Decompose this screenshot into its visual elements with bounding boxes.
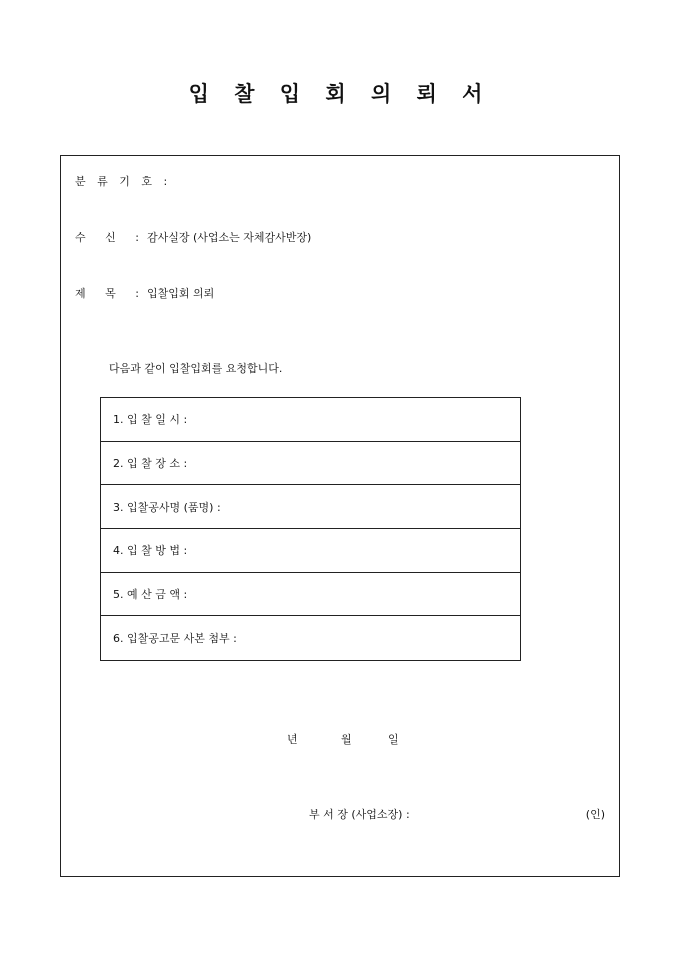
date-month: 월 [341, 733, 352, 746]
subject-label-left: 제 [75, 287, 86, 300]
signature-label: 부 서 장 (사업소장) : [309, 808, 410, 821]
subject-label-right: 목 : [105, 287, 139, 300]
subject-value: 입찰입회 의뢰 [147, 287, 215, 300]
recipient-value: 감사실장 (사업소는 자체감사반장) [147, 231, 312, 244]
recipient-label-right: 신 : [105, 231, 139, 244]
classification-label: 분 류 기 호 : [75, 175, 172, 188]
recipient-field [75, 230, 311, 246]
intro-text: 다음과 같이 입찰입회를 요청합니다. [109, 362, 283, 375]
item-row-project-name: 3. 입찰공사명 (품명) : [101, 485, 520, 529]
item-row-budget: 5. 예 산 금 액 : [101, 573, 520, 617]
item-row-bid-datetime: 1. 입 찰 일 시 : [101, 398, 520, 442]
classification-field [75, 174, 172, 190]
date-day: 일 [388, 733, 399, 746]
recipient-label [75, 230, 139, 246]
seal-mark: (인) [585, 808, 605, 821]
item-row-notice-copy: 6. 입찰공고문 사본 첨부 : [113, 632, 237, 646]
item-row-bid-place: 2. 입 찰 장 소 : [101, 442, 520, 486]
item-row-bid-method: 4. 입 찰 방 법 : [101, 529, 520, 573]
subject-label [75, 286, 139, 302]
document-title: 입 찰 입 회 의 뢰 서 [188, 81, 492, 106]
form-frame [60, 155, 620, 877]
date-year: 년 [287, 733, 298, 746]
item-table [100, 397, 521, 661]
date-line [287, 732, 399, 748]
subject-field [75, 286, 214, 302]
recipient-label-left: 수 [75, 231, 86, 244]
